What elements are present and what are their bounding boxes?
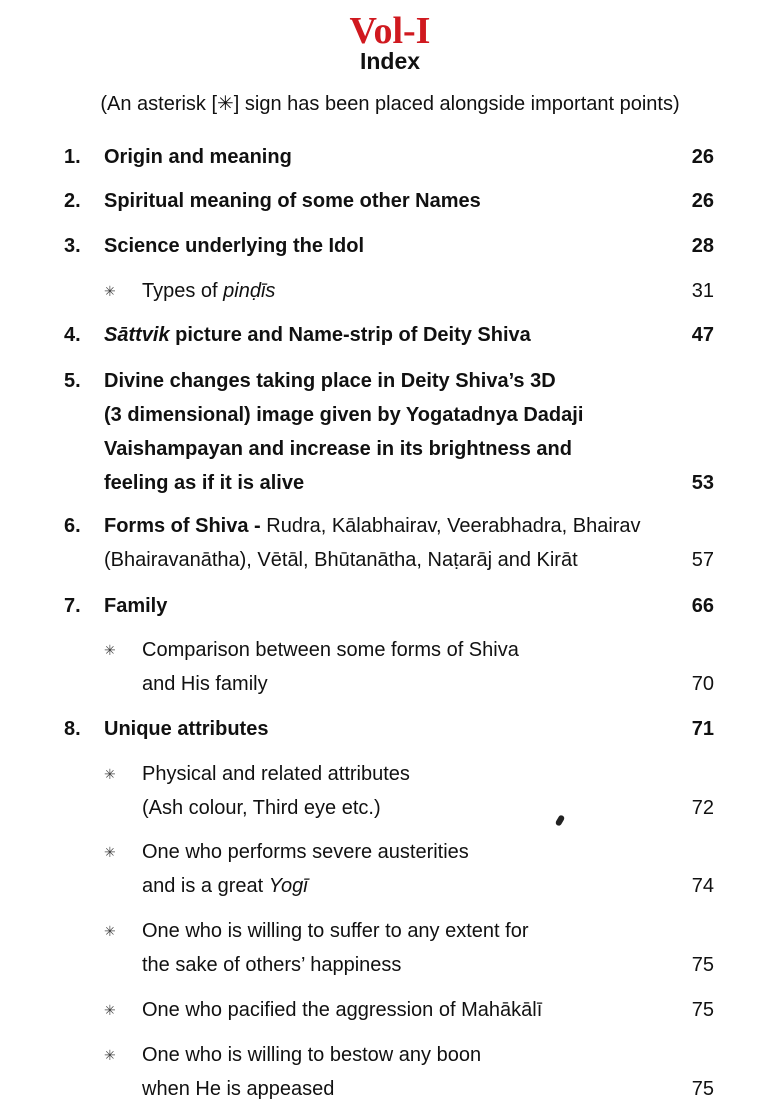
subentry-title: Types of pinḍīs [142,280,276,302]
subentry-title: One who performs severe austerities and is a great Yogī [142,841,469,897]
page-number: 53 [691,472,714,494]
asterisk-icon: ✳ [104,283,116,299]
index-heading: Index [359,48,421,74]
page-number: 47 [691,324,714,346]
page-number: 75 [691,999,714,1021]
entry-title: Science underlying the Idol [104,235,365,257]
asterisk-icon: ✳ [104,844,116,860]
volume-title: Vol-I [349,10,431,52]
asterisk-icon: ✳ [104,1002,116,1018]
asterisk-icon: ✳ [104,1047,116,1063]
entry-number: 8. [64,718,81,740]
entry-title: Forms of Shiva - Rudra, Kālabhairav, Veerabhadra, Bhairav (Bhairavanātha), Vētāl, Bhūtanātha, Naṭarāj and Kirāt [104,515,641,571]
entry-title: Divine changes taking place in Deity Shiva’s 3D (3 dimensional) image given by Yogatadnya Dadaji Vaishampayan and increase in its brightness and feeling as if it is alive [104,370,584,494]
asterisk-icon: ✳ [104,766,116,782]
index-entry-5 [64,364,714,500]
entry-number: 4. [64,324,81,346]
entry-number: 2. [64,190,81,212]
entry-number: 5. [64,370,81,392]
page-number: 70 [691,673,714,695]
subentry-title: One who pacified the aggression of Mahākālī [142,999,543,1021]
page-number: 26 [691,190,714,212]
index-entry-6 [64,509,714,577]
entry-title: Family [104,595,168,617]
entry-title: Spiritual meaning of some other Names [104,190,481,212]
subentry-title: One who is willing to suffer to any extent for the sake of others’ happiness [142,920,529,976]
page-number: 26 [691,146,714,168]
page-number: 57 [691,549,714,571]
index-subentry [64,633,714,701]
entry-number: 1. [64,146,81,168]
page-number: 75 [691,1078,714,1100]
page-number: 66 [691,595,714,617]
subentry-title: Comparison between some forms of Shiva and His family [142,639,519,695]
subentry-title: Physical and related attributes (Ash colour, Third eye etc.) [142,763,410,819]
subentry-title: One who is willing to bestow any boon when He is appeased [142,1044,482,1100]
entry-title: Sāttvik picture and Name-strip of Deity Shiva [104,324,531,346]
index-subentry [64,914,714,982]
index-subentry [64,757,714,825]
asterisk-note: (An asterisk [✳] sign has been placed alongside important points) [100,93,680,115]
entry-title: Origin and meaning [104,146,292,168]
page-number: 72 [691,797,714,819]
page-number: 71 [691,718,714,740]
asterisk-icon: ✳ [104,923,116,939]
page-number: 31 [691,280,714,302]
asterisk-icon: ✳ [104,642,116,658]
page-number: 74 [691,875,714,897]
entry-title: Unique attributes [104,718,269,740]
page-number: 28 [691,235,714,257]
page-number: 75 [691,954,714,976]
entry-number: 3. [64,235,81,257]
entry-number: 7. [64,595,81,617]
index-subentry [64,1038,714,1106]
index-subentry [64,835,714,903]
entry-number: 6. [64,515,81,537]
